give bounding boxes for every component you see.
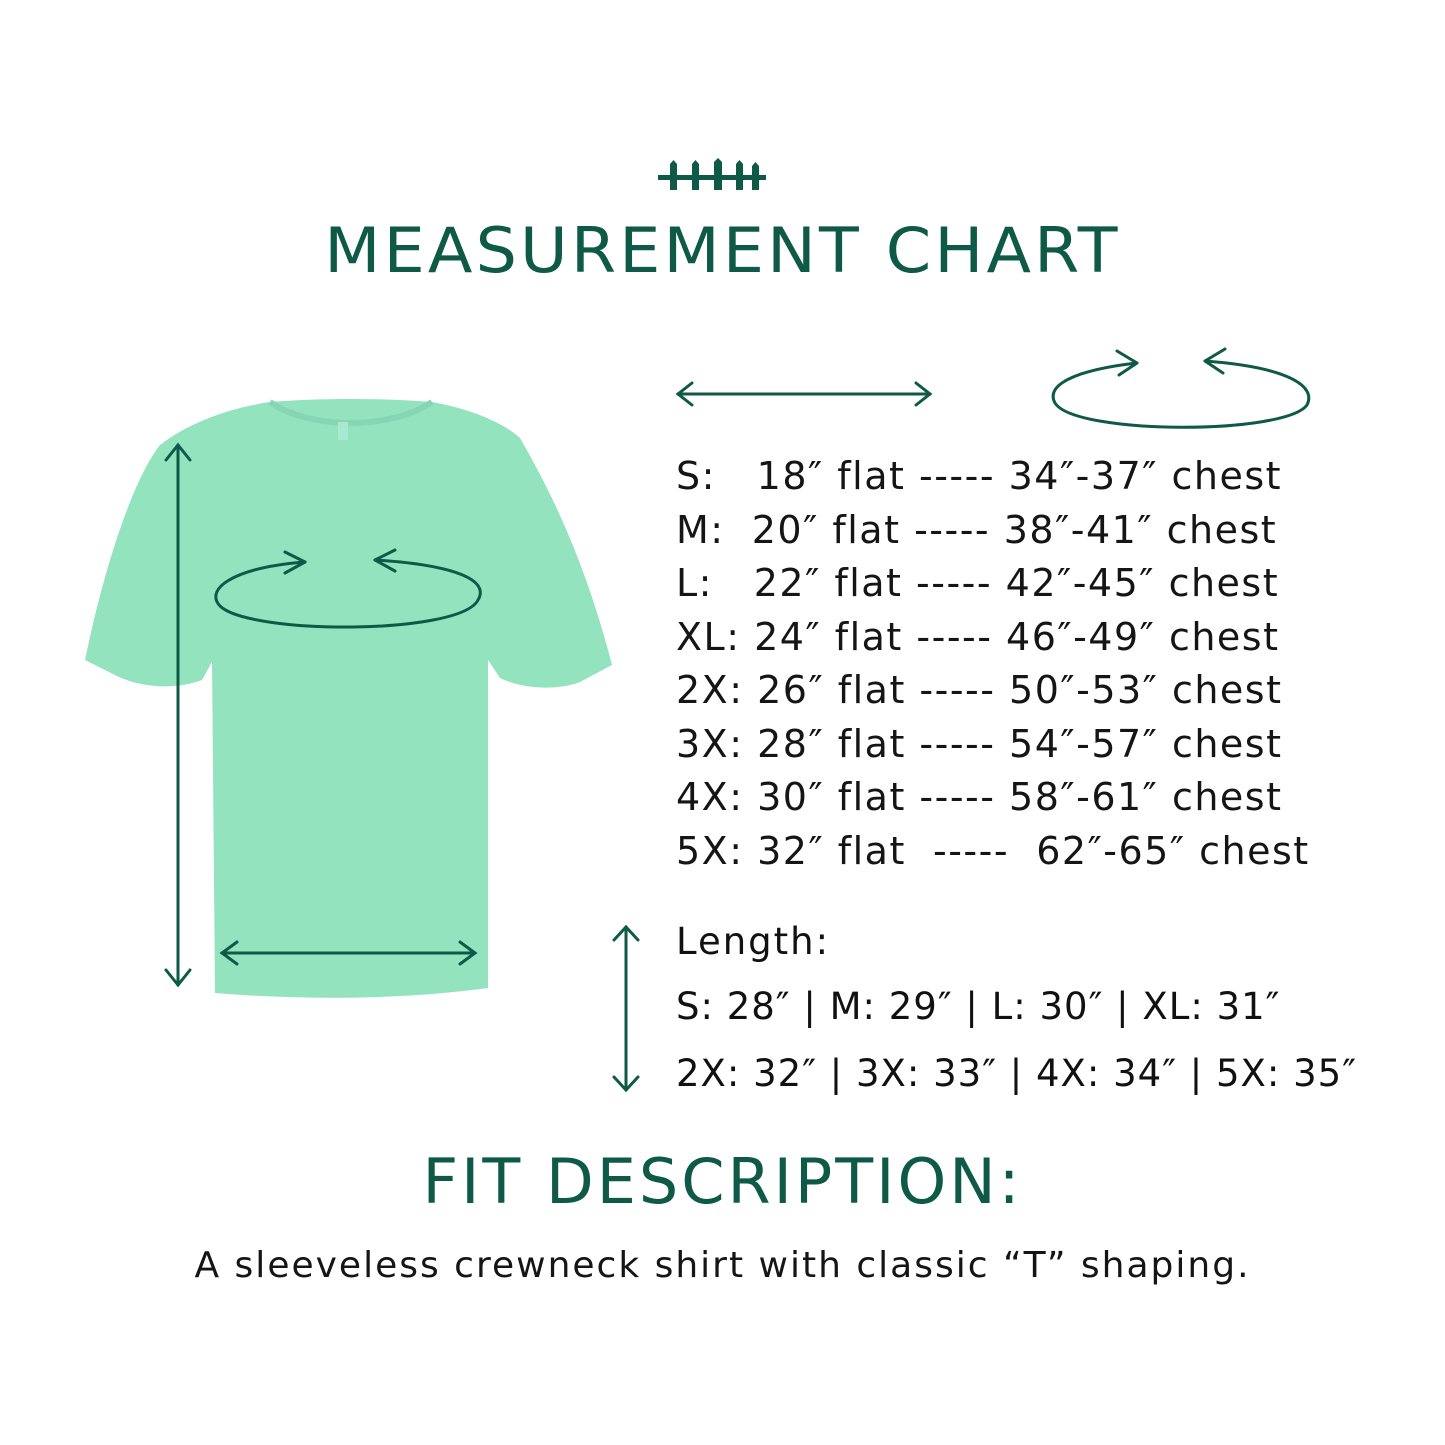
shirt-tag (338, 422, 348, 440)
fit-description: A sleeveless crewneck shirt with classic “T” shaping. (194, 1245, 1251, 1286)
size-row-s: S: 18″ flat ----- 34″-37″ chest (676, 454, 1283, 498)
size-row-m: M: 20″ flat ----- 38″-41″ chest (676, 507, 1278, 552)
vertical-length-arrow-icon (608, 922, 644, 1097)
size-row-2x: 2X: 26″ flat ----- 50″-53″ chest (676, 668, 1283, 712)
size-row-xl: XL: 24″ flat ----- 46″-49″ chest (676, 614, 1280, 659)
size-row-5x: 5X: 32″ flat ----- 62″-65″ chest (676, 828, 1310, 873)
size-row-l: L: 22″ flat ----- 42″-45″ chest (676, 561, 1280, 605)
fence-icon (658, 158, 768, 190)
size-row-4x: 4X: 30″ flat ----- 58″-61″ chest (676, 775, 1283, 819)
shirt-illustration (80, 390, 640, 1030)
length-row-1: S: 28″ | M: 29″ | L: 30″ | XL: 31″ (676, 985, 1281, 1028)
page-title: MEASUREMENT CHART (324, 214, 1121, 287)
chest-circumference-icon (1045, 345, 1315, 435)
fit-title: FIT DESCRIPTION: (422, 1145, 1023, 1218)
shirt-body (85, 399, 612, 998)
flat-width-arrow-icon (672, 378, 937, 410)
size-row-3x: 3X: 28″ flat ----- 54″-57″ chest (676, 721, 1283, 766)
length-row-2: 2X: 32″ | 3X: 33″ | 4X: 34″ | 5X: 35″ (676, 1052, 1358, 1095)
length-label: Length: (676, 920, 831, 963)
size-table (676, 450, 1310, 878)
